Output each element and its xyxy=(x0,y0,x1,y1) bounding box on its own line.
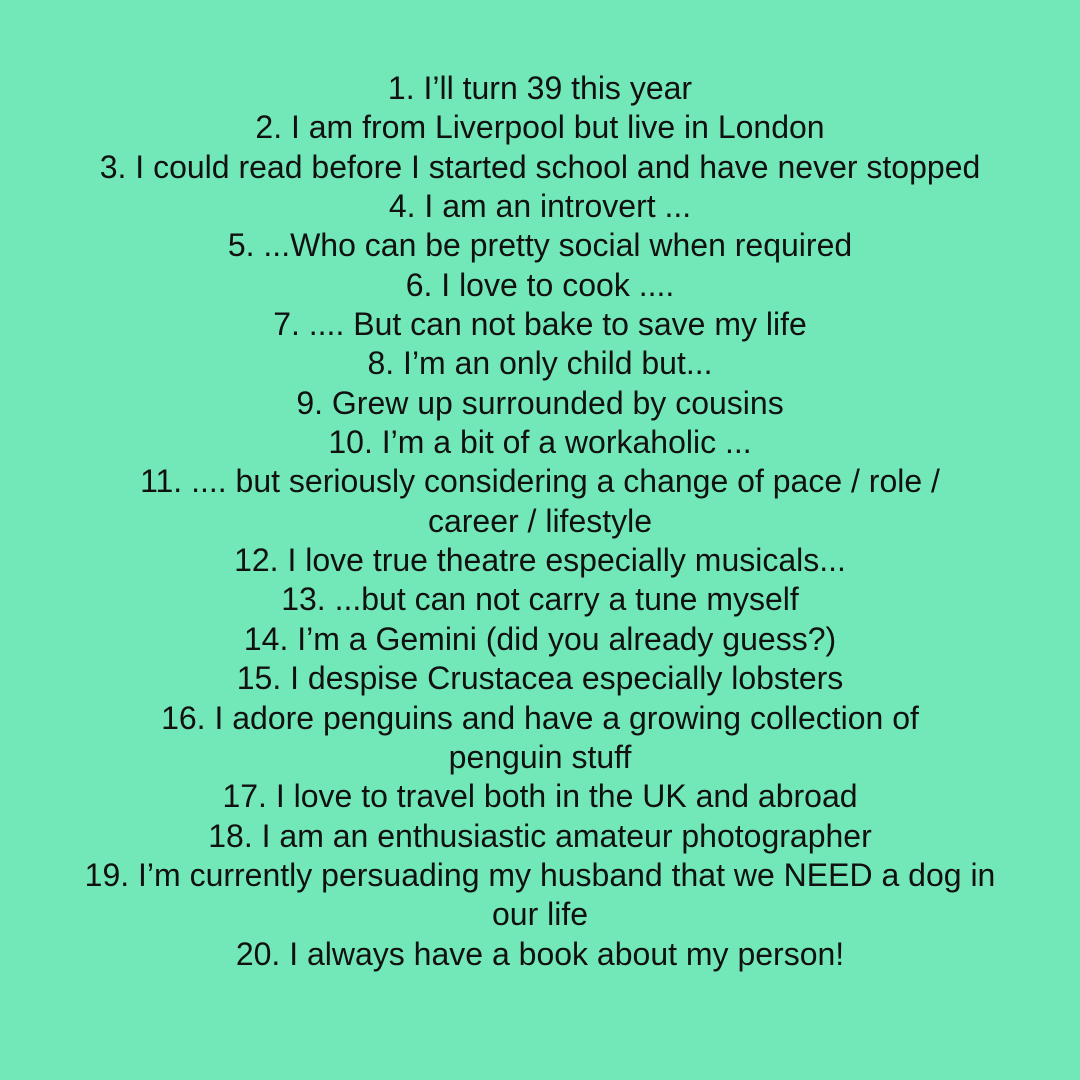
fact-line-14: 14. I’m a Gemini (did you already guess?) xyxy=(243,620,837,657)
fact-line-12: 12. I love true theatre especially musicals... xyxy=(234,542,846,579)
fact-line-19: 19. I’m currently persuading my husband that we NEED a dog in xyxy=(84,856,996,893)
fact-line-6: 6. I love to cook .... xyxy=(405,266,675,303)
fact-line-20: 20. I always have a book about my person! xyxy=(235,935,845,972)
fact-line-19-continued: our life xyxy=(491,896,589,933)
fact-line-17: 17. I love to travel both in the UK and abroad xyxy=(222,778,858,815)
fact-line-11-continued: career / lifestyle xyxy=(427,502,653,539)
fact-line-1: 1. I’ll turn 39 this year xyxy=(387,70,693,106)
fact-line-4: 4. I am an introvert ... xyxy=(388,188,692,225)
fact-line-3: 3. I could read before I started school and have never stopped xyxy=(99,148,981,185)
fact-line-8: 8. I’m an only child but... xyxy=(367,345,713,382)
fact-line-13: 13. ...but can not carry a tune myself xyxy=(281,581,799,618)
fact-line-18: 18. I am an enthusiastic amateur photographer xyxy=(208,817,872,854)
fact-line-7: 7. .... But can not bake to save my life xyxy=(273,306,807,343)
fact-line-10: 10. I’m a bit of a workaholic ... xyxy=(328,424,752,461)
fact-line-15: 15. I despise Crustacea especially lobsters xyxy=(236,660,844,697)
fact-line-9: 9. Grew up surrounded by cousins xyxy=(296,384,784,421)
fact-line-5: 5. ...Who can be pretty social when required xyxy=(227,227,853,264)
fact-line-2: 2. I am from Liverpool but live in London xyxy=(255,109,825,146)
fact-line-16-continued: penguin stuff xyxy=(448,738,632,775)
fact-line-16: 16. I adore penguins and have a growing collection of xyxy=(161,699,919,736)
fact-line-11: 11. .... but seriously considering a change of pace / role / xyxy=(140,463,940,500)
fact-list xyxy=(0,69,1080,974)
